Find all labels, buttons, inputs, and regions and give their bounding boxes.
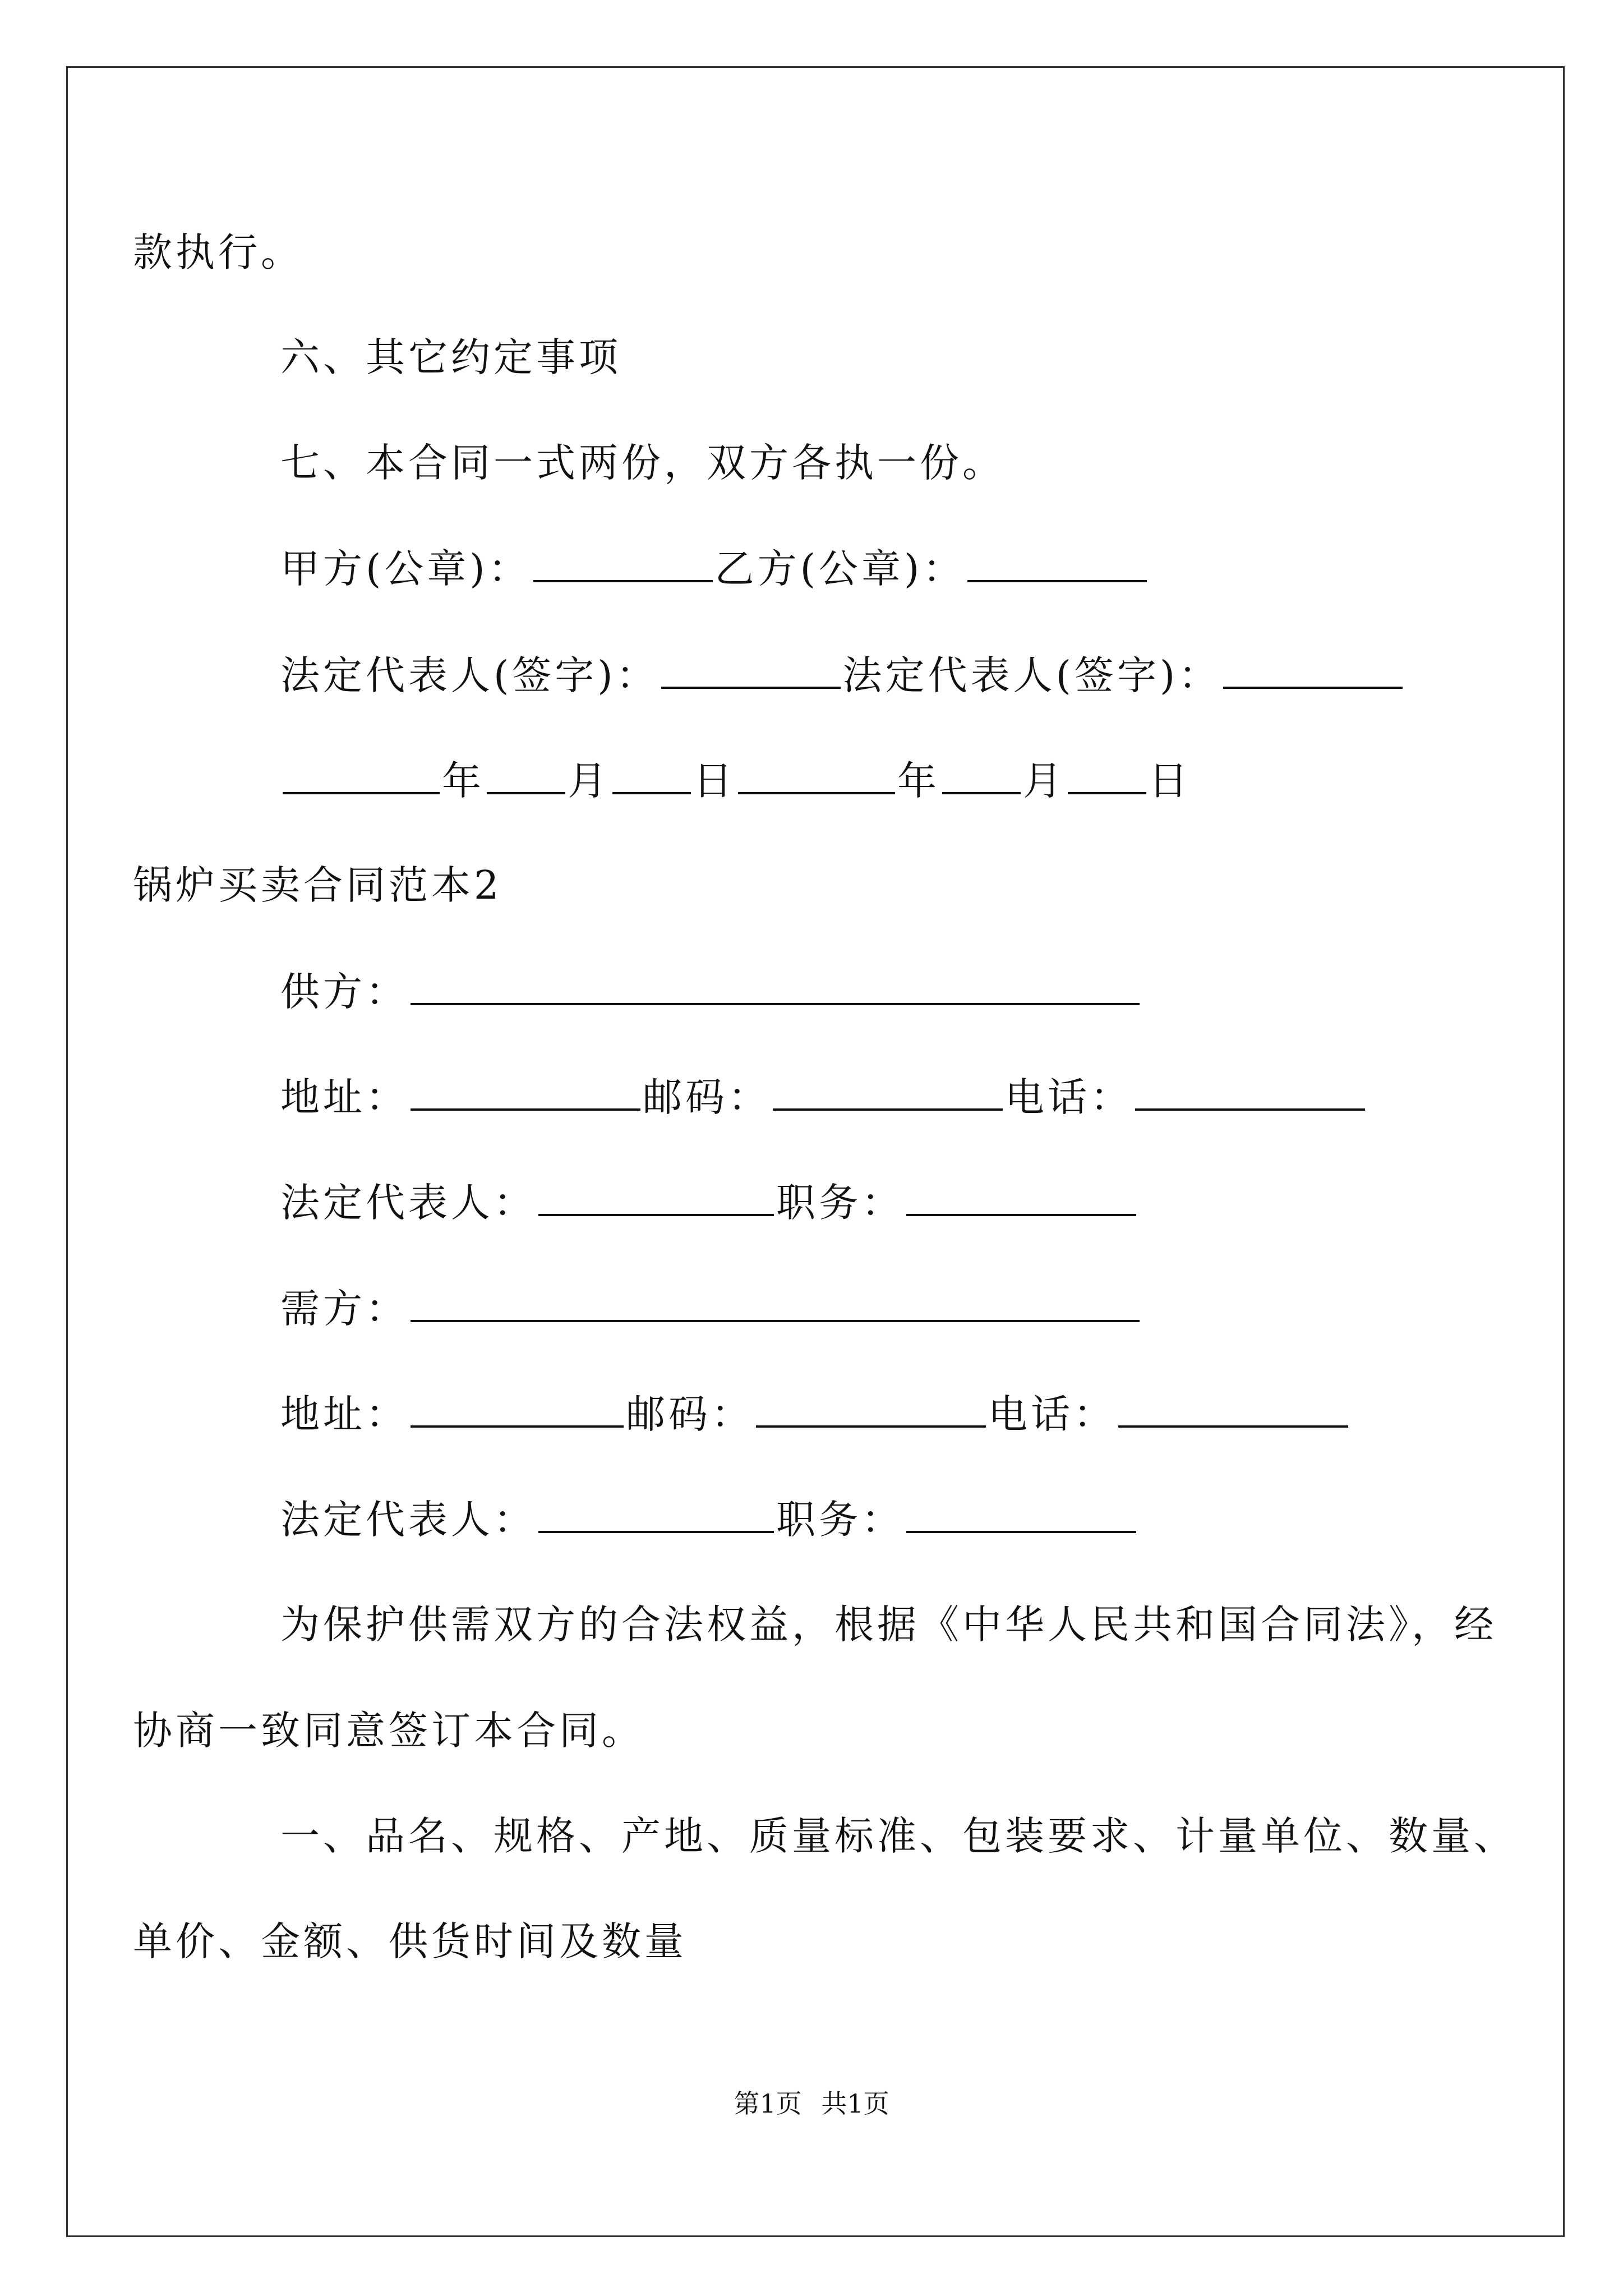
contract-title: 锅炉买卖合同范本2 bbox=[133, 862, 502, 908]
preamble-text: 协商一致同意签订本合同。 bbox=[133, 1708, 644, 1754]
party-b-seal-label: 乙方(公章)： bbox=[714, 546, 966, 592]
supplier-position-blank[interactable] bbox=[906, 1177, 1136, 1216]
year-label: 年 bbox=[442, 758, 485, 804]
year-label: 年 bbox=[897, 758, 940, 804]
paragraph-continuation bbox=[133, 227, 303, 278]
party-b-seal-blank[interactable] bbox=[967, 543, 1147, 582]
buyer-rep-blank[interactable] bbox=[538, 1494, 774, 1533]
buyer-line bbox=[280, 1283, 1142, 1333]
position-label: 职务： bbox=[776, 1180, 904, 1226]
supplier-postcode-blank[interactable] bbox=[773, 1071, 1003, 1111]
supplier-line bbox=[280, 966, 1142, 1016]
legal-rep-label: 法定代表人： bbox=[280, 1180, 536, 1226]
buyer-postcode-blank[interactable] bbox=[756, 1388, 986, 1428]
supplier-contact-line bbox=[280, 1071, 1367, 1122]
preamble-line-1 bbox=[280, 1599, 1497, 1650]
seal-line bbox=[280, 543, 1149, 593]
signature-line bbox=[280, 650, 1405, 700]
buyer-position-blank[interactable] bbox=[906, 1494, 1136, 1533]
page-number: 第1页 bbox=[734, 2088, 802, 2119]
buyer-phone-blank[interactable] bbox=[1118, 1388, 1348, 1428]
supplier-rep-line bbox=[280, 1177, 1138, 1227]
postcode-label: 邮码： bbox=[643, 1074, 771, 1120]
address-label: 地址： bbox=[280, 1074, 408, 1120]
month-label: 月 bbox=[1023, 758, 1066, 804]
party-a-seal-label: 甲方(公章)： bbox=[280, 546, 531, 592]
page-footer bbox=[0, 2087, 1623, 2120]
month-blank-b[interactable] bbox=[942, 755, 1021, 794]
supplier-label: 供方： bbox=[280, 969, 408, 1015]
clause-one-line-1 bbox=[280, 1811, 1516, 1861]
clause-six-heading bbox=[280, 332, 621, 383]
clause-seven bbox=[280, 438, 1005, 488]
year-blank-b[interactable] bbox=[738, 755, 895, 794]
party-b-rep-blank[interactable] bbox=[1223, 650, 1403, 689]
party-a-seal-blank[interactable] bbox=[533, 543, 713, 582]
party-a-rep-blank[interactable] bbox=[661, 650, 841, 689]
clause-text: 单价、金额、供货时间及数量 bbox=[133, 1918, 687, 1964]
buyer-address-blank[interactable] bbox=[411, 1388, 624, 1428]
clause-text: 七、本合同一式两份，双方各执一份。 bbox=[280, 440, 1005, 486]
clause-text: 六、其它约定事项 bbox=[280, 334, 621, 380]
date-line bbox=[280, 755, 1191, 806]
address-label: 地址： bbox=[280, 1391, 408, 1437]
preamble-text: 为保护供需双方的合法权益，根据《中华人民共和国合同法》，经 bbox=[280, 1602, 1497, 1648]
day-blank-b[interactable] bbox=[1068, 755, 1146, 794]
party-b-rep-label: 法定代表人(签字)： bbox=[842, 652, 1221, 698]
buyer-contact-line bbox=[280, 1388, 1350, 1439]
year-blank-a[interactable] bbox=[283, 755, 440, 794]
day-label: 日 bbox=[693, 758, 736, 804]
position-label: 职务： bbox=[776, 1497, 904, 1543]
postcode-label: 邮码： bbox=[626, 1391, 754, 1437]
supplier-rep-blank[interactable] bbox=[538, 1177, 774, 1216]
party-a-rep-label: 法定代表人(签字)： bbox=[280, 652, 659, 698]
preamble-line-2 bbox=[133, 1705, 644, 1756]
supplier-phone-blank[interactable] bbox=[1135, 1071, 1365, 1111]
supplier-address-blank[interactable] bbox=[411, 1071, 640, 1111]
legal-rep-label: 法定代表人： bbox=[280, 1497, 536, 1543]
month-label: 月 bbox=[568, 758, 610, 804]
clause-text: 一、品名、规格、产地、质量标准、包装要求、计量单位、数量、 bbox=[280, 1813, 1516, 1859]
month-blank-a[interactable] bbox=[487, 755, 565, 794]
supplier-blank[interactable] bbox=[411, 966, 1140, 1005]
buyer-blank[interactable] bbox=[411, 1283, 1140, 1322]
buyer-rep-line bbox=[280, 1494, 1138, 1544]
phone-label: 电话： bbox=[1005, 1074, 1133, 1120]
day-blank-a[interactable] bbox=[612, 755, 691, 794]
day-label: 日 bbox=[1149, 758, 1191, 804]
phone-label: 电话： bbox=[988, 1391, 1116, 1437]
paragraph-text: 款执行。 bbox=[133, 229, 303, 275]
page-frame bbox=[66, 66, 1565, 2237]
clause-one-line-2 bbox=[133, 1916, 687, 1967]
section-title bbox=[133, 860, 502, 910]
page-total: 共1页 bbox=[821, 2088, 889, 2119]
buyer-label: 需方： bbox=[280, 1286, 408, 1332]
